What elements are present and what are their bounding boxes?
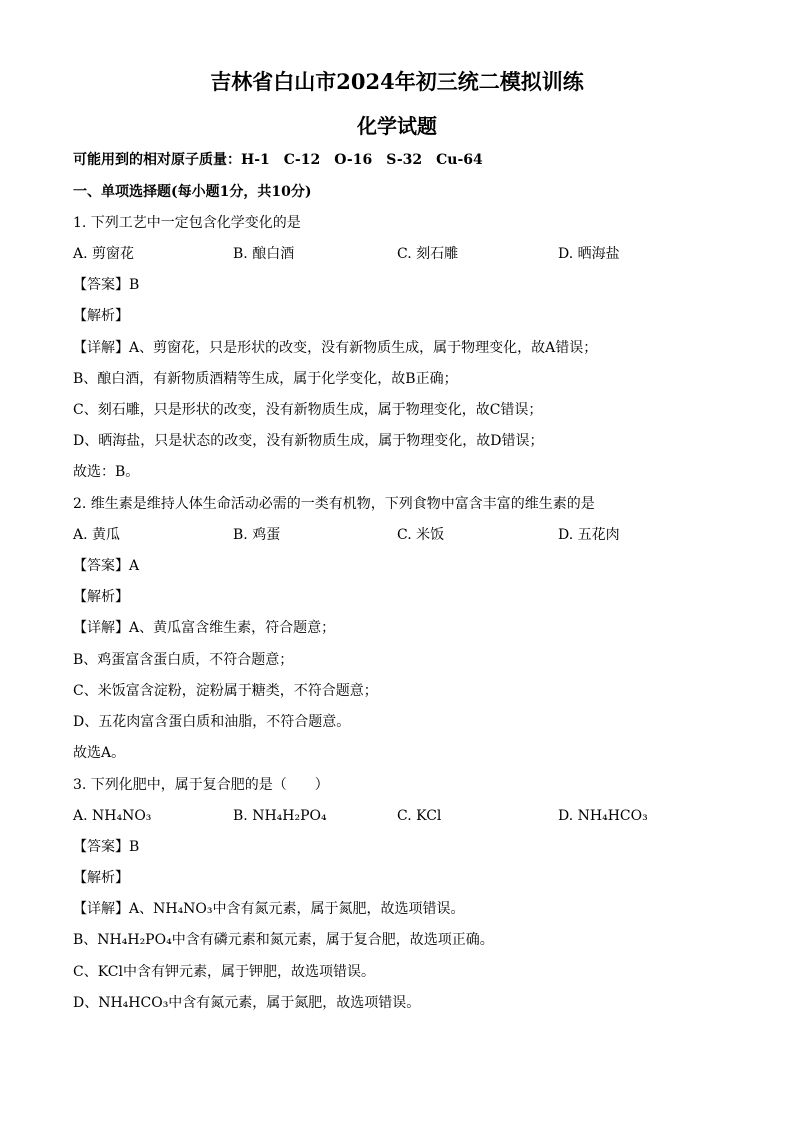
question-2-stem: 2. 维生素是维持人体生命活动必需的一类有机物，下列食物中富含丰富的维生素的是 [73, 496, 595, 512]
question-1-detail: 【详解】A、剪窗花，只是形状的改变，没有新物质生成，属于物理变化，故A错误； [73, 340, 598, 356]
question-3-detail: B、NH₄H₂PO₄中含有磷元素和氮元素，属于复合肥，故选项正确。 [73, 932, 494, 948]
question-3-option-a: A. NH₄NO₃ [73, 808, 152, 824]
atomic-mass-line: 可能用到的相对原子质量：H-1 C-12 O-16 S-32 Cu-64 [73, 152, 483, 168]
document-title: 吉林省白山市2024年初三统二模拟训练 [210, 69, 584, 94]
question-3-detail: 【详解】A、NH₄NO₃中含有氮元素，属于氮肥，故选项错误。 [73, 901, 465, 917]
question-1-option-c: C. 刻石雕 [397, 246, 459, 262]
question-2-analysis-heading: 【解析】 [73, 589, 129, 605]
question-1-option-a: A. 剪窗花 [73, 246, 135, 262]
question-2-detail: C、米饭富含淀粉，淀粉属于糖类，不符合题意； [73, 683, 378, 699]
question-2-option-d: D. 五花肉 [558, 527, 620, 543]
question-1-analysis-heading: 【解析】 [73, 308, 129, 324]
question-1-option-b: B. 酿白酒 [233, 246, 295, 262]
question-2-conclusion: 故选A。 [73, 745, 126, 761]
question-2-answer: 【答案】A [73, 558, 140, 574]
question-2-detail: 【详解】A、黄瓜富含维生素，符合题意； [73, 620, 336, 636]
question-1-detail: D、晒海盐，只是状态的改变，没有新物质生成，属于物理变化，故D错误； [73, 433, 544, 449]
question-3-detail: D、NH₄HCO₃中含有氮元素，属于氮肥，故选项错误。 [73, 995, 421, 1011]
question-2-option-c: C. 米饭 [397, 527, 445, 543]
question-3-answer: 【答案】B [73, 839, 140, 855]
question-3-analysis-heading: 【解析】 [73, 870, 129, 886]
question-2-detail: B、鸡蛋富含蛋白质，不符合题意； [73, 652, 294, 668]
question-2-option-a: A. 黄瓜 [73, 527, 121, 543]
question-3-option-d: D. NH₄HCO₃ [558, 808, 648, 824]
question-3-option-c: C. KCl [397, 808, 442, 824]
question-3-detail: C、KCl中含有钾元素，属于钾肥，故选项错误。 [73, 964, 375, 980]
question-3-stem: 3. 下列化肥中，属于复合肥的是（ ） [73, 777, 329, 793]
question-1-answer: 【答案】B [73, 277, 140, 293]
question-1-options [73, 244, 733, 264]
document-subtitle: 化学试题 [357, 114, 437, 138]
question-1-conclusion: 故选：B。 [73, 464, 140, 480]
question-2-detail: D、五花肉富含蛋白质和油脂，不符合题意。 [73, 714, 351, 730]
question-3-option-b: B. NH₄H₂PO₄ [233, 808, 327, 824]
section-heading: 一、单项选择题(每小题1分，共10分) [73, 184, 312, 200]
question-3-options [73, 806, 733, 826]
question-1-detail: B、酿白酒，有新物质酒精等生成，属于化学变化，故B正确； [73, 371, 458, 387]
question-1-stem: 1. 下列工艺中一定包含化学变化的是 [73, 215, 301, 231]
question-2-options [73, 525, 733, 545]
question-2-option-b: B. 鸡蛋 [233, 527, 281, 543]
question-1-option-d: D. 晒海盐 [558, 246, 620, 262]
question-1-detail: C、刻石雕，只是形状的改变，没有新物质生成，属于物理变化，故C错误； [73, 402, 543, 418]
